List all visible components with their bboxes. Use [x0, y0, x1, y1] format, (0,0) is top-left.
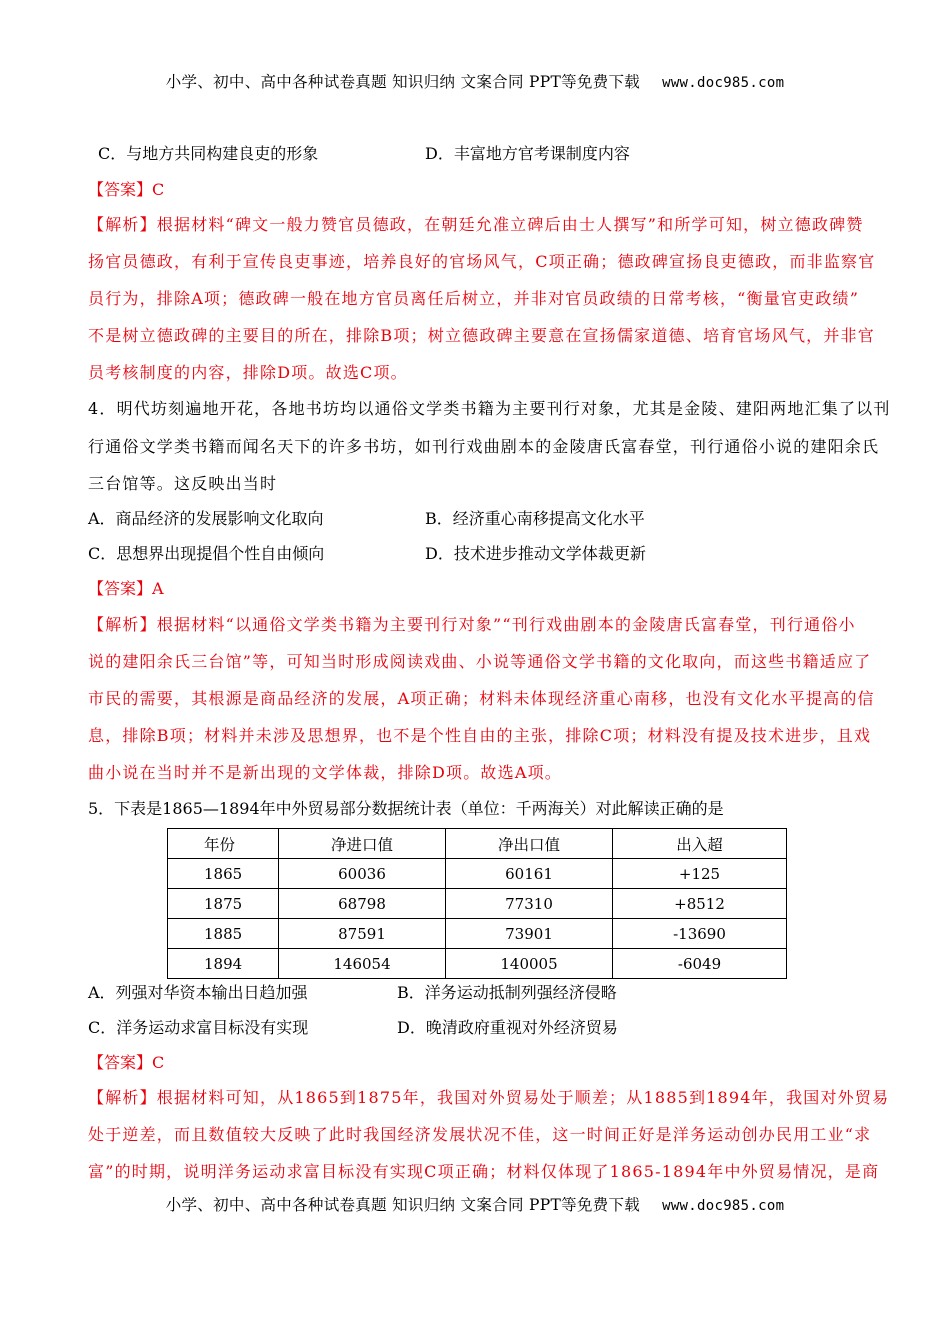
table-row [168, 889, 787, 919]
q4-analysis-line-4: 息，排除B项；材料并未涉及思想界，也不是个性自由的主张，排除C项；材料没有提及技术进步，且戏 [88, 726, 872, 745]
header-balance: 出入超 [613, 829, 787, 859]
q4-analysis-line-2: 说的建阳余氏三台馆”等，可知当时形成阅读戏曲、小说等通俗文学书籍的文化取向，而这些书籍适应了 [88, 652, 872, 671]
cell-import: 60036 [279, 859, 446, 889]
q3-option-d: D．丰富地方官考课制度内容 [425, 144, 630, 163]
q3-analysis-line-4: 不是树立德政碑的主要目的所在，排除B项；树立德政碑主要意在宣扬儒家道德、培育官场风气，并非官 [88, 326, 875, 345]
cell-balance: -6049 [613, 949, 787, 979]
q5-option-c: C．洋务运动求富目标没有实现 [88, 1018, 309, 1037]
cell-export: 60161 [446, 859, 613, 889]
q4-option-d: D．技术进步推动文学体裁更新 [425, 544, 646, 563]
cell-year: 1885 [168, 919, 279, 949]
header-net-import: 净进口值 [279, 829, 446, 859]
table-row [168, 919, 787, 949]
cell-balance: +8512 [613, 889, 787, 919]
page-header [0, 70, 950, 92]
q5-analysis-line-1: 【解析】根据材料可知，从1865到1875年，我国对外贸易处于顺差；从1885到1894年，我国对外贸易 [88, 1088, 890, 1107]
cell-year: 1894 [168, 949, 279, 979]
header-text: 小学、初中、高中各种试卷真题 知识归纳 文案合同 PPT等免费下载 [165, 73, 641, 91]
cell-export: 73901 [446, 919, 613, 949]
q3-option-c: C．与地方共同构建良吏的形象 [98, 144, 319, 163]
cell-import: 87591 [279, 919, 446, 949]
footer-url[interactable]: www.doc985.com [662, 1198, 785, 1214]
q5-analysis-line-3: 富”的时期，说明洋务运动求富目标没有实现C项正确；材料仅体现了1865-1894年中外贸易情况，是商 [88, 1162, 880, 1181]
table-row [168, 949, 787, 979]
cell-balance: -13690 [613, 919, 787, 949]
cell-export: 140005 [446, 949, 613, 979]
table-row [168, 859, 787, 889]
footer-text: 小学、初中、高中各种试卷真题 知识归纳 文案合同 PPT等免费下载 [165, 1196, 641, 1214]
header-net-export: 净出口值 [446, 829, 613, 859]
q3-analysis-line-1: 【解析】根据材料“碑文一般力赞官员德政，在朝廷允准立碑后由士人撰写”和所学可知，树立德政碑赞 [88, 215, 864, 234]
table-header-row [168, 829, 787, 859]
cell-year: 1875 [168, 889, 279, 919]
page-footer [0, 1193, 950, 1215]
cell-year: 1865 [168, 859, 279, 889]
cell-import: 68798 [279, 889, 446, 919]
q4-stem-line-2: 行通俗文学类书籍而闻名天下的许多书坊，如刊行戏曲剧本的金陵唐氏富春堂，刊行通俗小说的建阳余氏 [88, 437, 880, 456]
q3-analysis-line-2: 扬官员德政，有利于宣传良吏事迹，培养良好的官场风气，C项正确；德政碑宣扬良吏德政，而非监察官 [88, 252, 876, 271]
q4-analysis-line-1: 【解析】根据材料“以通俗文学类书籍为主要刊行对象”“刊行戏曲剧本的金陵唐氏富春堂，刊行通俗小 [88, 615, 856, 634]
header-url[interactable]: www.doc985.com [662, 75, 785, 91]
cell-import: 146054 [279, 949, 446, 979]
q4-stem-line-3: 三台馆等。这反映出当时 [88, 474, 278, 493]
cell-balance: +125 [613, 859, 787, 889]
q3-analysis-line-5: 员考核制度的内容，排除D项。故选C项。 [88, 363, 408, 382]
q5-option-d: D．晚清政府重视对外经济贸易 [397, 1018, 618, 1037]
q4-option-b: B．经济重心南移提高文化水平 [425, 509, 645, 528]
q5-option-a: A．列强对华资本输出日趋加强 [88, 983, 308, 1002]
q3-analysis-line-3: 员行为，排除A项；德政碑一般在地方官员离任后树立，并非对官员政绩的日常考核，“衡量官吏政绩” [88, 289, 860, 308]
q4-stem-line-1: 4．明代坊刻遍地开花，各地书坊均以通俗文学类书籍为主要刊行对象，尤其是金陵、建阳两地汇集了以刊 [88, 399, 891, 418]
q4-analysis-line-3: 市民的需要，其根源是商品经济的发展，A项正确；材料未体现经济重心南移，也没有文化水平提高的信 [88, 689, 875, 708]
q4-option-a: A．商品经济的发展影响文化取向 [88, 509, 324, 528]
q3-answer: 【答案】C [88, 180, 165, 199]
header-year: 年份 [168, 829, 279, 859]
q4-option-c: C．思想界出现提倡个性自由倾向 [88, 544, 325, 563]
q5-stem: 5．下表是1865—1894年中外贸易部分数据统计表（单位：千两海关）对此解读正确的是 [88, 799, 724, 818]
q4-answer: 【答案】A [88, 579, 164, 598]
trade-data-table [167, 828, 787, 979]
q5-option-b: B．洋务运动抵制列强经济侵略 [397, 983, 617, 1002]
q5-analysis-line-2: 处于逆差，而且数值较大反映了此时我国经济发展状况不佳，这一时间正好是洋务运动创办民用工业“求 [88, 1125, 872, 1144]
q5-answer: 【答案】C [88, 1053, 165, 1072]
q4-analysis-line-5: 曲小说在当时并不是新出现的文学体裁，排除D项。故选A项。 [88, 763, 562, 782]
cell-export: 77310 [446, 889, 613, 919]
